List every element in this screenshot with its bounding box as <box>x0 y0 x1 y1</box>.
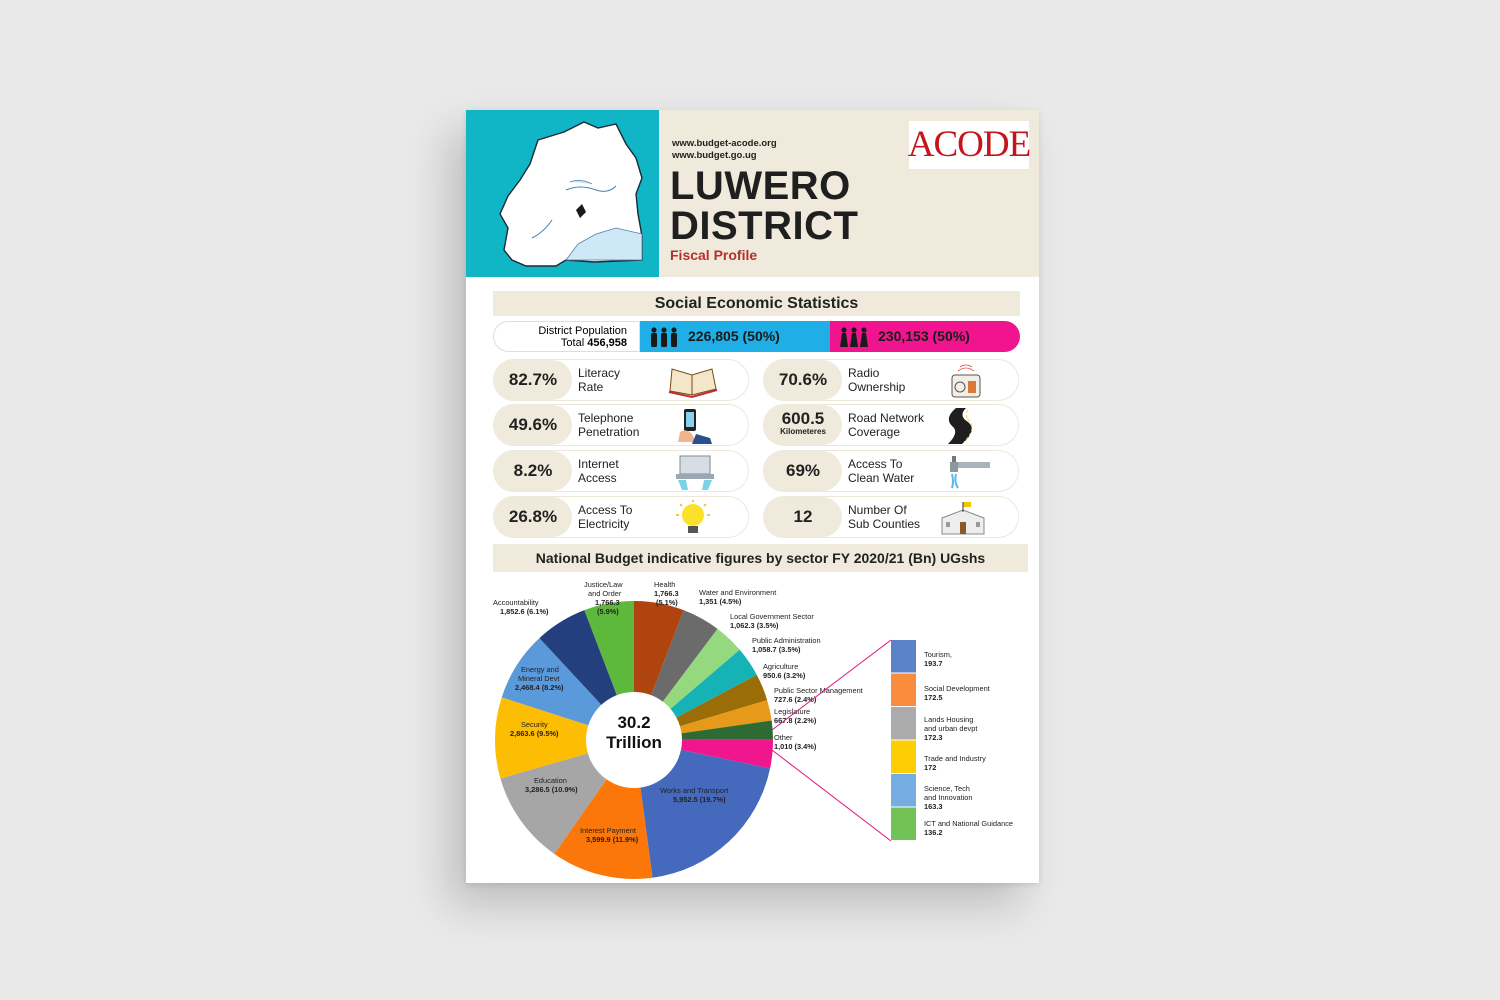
stat-telephone <box>493 404 749 446</box>
other-social-value: 172.5 <box>924 693 943 702</box>
label-justice-name-1: Justice/Law <box>584 580 623 589</box>
stat-value: 600.5 Kilometeres <box>764 405 842 445</box>
stat-value: 8.2% <box>494 451 572 491</box>
label-accountability-value: 1,852.6 (6.1%) <box>500 607 549 616</box>
header-title-panel <box>659 110 1039 277</box>
label-justice-name-2: and Order <box>588 589 622 598</box>
stat-value: 49.6% <box>494 405 572 445</box>
label-works-value: 5,952.5 (19.7%) <box>673 795 726 804</box>
stat-value: 82.7% <box>494 360 572 400</box>
label-justice-pct: (5.9%) <box>597 607 619 616</box>
stat-value: 26.8% <box>494 497 572 537</box>
label-energy-value: 2,468.4 (8.2%) <box>515 683 564 692</box>
center-label-value: 30.2 <box>617 713 651 732</box>
center-label-unit: Trillion <box>606 733 662 752</box>
title-line-2: DISTRICT <box>670 204 859 248</box>
other-tourism-value: 193.7 <box>924 659 943 668</box>
other-science-name-1: Science, Tech <box>924 784 970 793</box>
male-people-icon <box>650 327 678 347</box>
label-accountability-name: Accountability <box>493 598 539 607</box>
url-budget-gov[interactable]: www.budget.go.ug <box>672 150 757 161</box>
stat-label: Number Of Sub Counties <box>848 503 921 531</box>
acode-logo <box>909 121 1029 169</box>
logo-text: ACODE <box>907 124 1031 165</box>
population-male <box>640 321 830 352</box>
other-science-value: 163.3 <box>924 802 943 811</box>
page-title <box>670 166 858 246</box>
other-trade-name: Trade and Industry <box>924 754 986 763</box>
label-other-name: Other <box>774 733 793 742</box>
uganda-map-icon <box>466 110 659 277</box>
tap-icon <box>936 454 990 490</box>
stat-value: 70.6% <box>764 360 842 400</box>
label-education-name: Education <box>534 776 567 785</box>
website-links <box>672 138 777 162</box>
other-lands-name-2: and urban devpt <box>924 724 978 733</box>
stat-label: Road Network Coverage <box>848 411 925 439</box>
label-education-value: 3,286.5 (10.9%) <box>525 785 578 794</box>
label-justice-value: 1,766.3 <box>595 598 620 607</box>
stat-label: Internet Access <box>578 457 619 485</box>
label-health-name: Health <box>654 580 676 589</box>
other-tourism-name: Tourism, <box>924 650 952 659</box>
label-legislature-name: Legislature <box>774 707 811 716</box>
label-other-value: 1,010 (3.4%) <box>774 742 817 751</box>
other-ict-value: 136.2 <box>924 828 943 837</box>
population-label <box>493 321 640 352</box>
label-psm-value: 727.6 (2.4%) <box>774 695 817 704</box>
bulb-icon <box>666 500 720 536</box>
stat-label: Access To Electricity <box>578 503 633 531</box>
label-pubadmin-value: 1,058.7 (3.5%) <box>752 645 801 654</box>
population-row <box>493 321 1020 352</box>
population-total: Total 456,958 <box>560 337 627 349</box>
stat-value: 12 <box>764 497 842 537</box>
stat-subcounties <box>763 496 1019 538</box>
label-agriculture-value: 950.6 (3.2%) <box>763 671 806 680</box>
other-lands-name-1: Lands Housing <box>924 715 974 724</box>
label-interest-name: Interest Payment <box>580 826 636 835</box>
fiscal-profile-page <box>466 110 1039 883</box>
connector-line-bottom <box>772 750 891 841</box>
label-works-name: Works and Transport <box>660 786 729 795</box>
stat-label: Literacy Rate <box>578 366 621 394</box>
laptop-icon <box>666 454 720 490</box>
stat-label: Radio Ownership <box>848 366 906 394</box>
stat-electricity <box>493 496 749 538</box>
label-agriculture-name: Agriculture <box>763 662 799 671</box>
label-water-name: Water and Environment <box>699 588 777 597</box>
other-bar-segment-lands-housing-and-urban-devpt <box>891 707 916 740</box>
other-lands-value: 172.3 <box>924 733 943 742</box>
header-map-panel <box>466 110 659 277</box>
label-localgov-value: 1,062.3 (3.5%) <box>730 621 779 630</box>
stat-value: 69% <box>764 451 842 491</box>
label-energy-name-2: Mineral Devt <box>518 674 560 683</box>
socio-heading: Social Economic Statistics <box>493 291 1020 316</box>
other-bar-segment-social-development <box>891 674 916 707</box>
road-unit: Kilometeres <box>780 427 826 436</box>
label-legislature-value: 667.8 (2.2%) <box>774 716 817 725</box>
stat-literacy <box>493 359 749 401</box>
label-water-value: 1,351 (4.5%) <box>699 597 742 606</box>
other-bar-segment-science-tech-and-innovation <box>891 774 916 807</box>
population-female <box>830 321 1020 352</box>
other-breakdown-labels <box>924 650 1013 837</box>
other-social-name: Social Development <box>924 684 990 693</box>
label-psm-name: Public Sector Management <box>774 686 863 695</box>
stat-water <box>763 450 1019 492</box>
label-localgov-name: Local Government Sector <box>730 612 814 621</box>
stat-label: Telephone Penetration <box>578 411 640 439</box>
label-health-pct: (5.1%) <box>656 598 678 607</box>
other-trade-value: 172 <box>924 763 937 772</box>
other-bar-segment-tourism- <box>891 640 916 673</box>
book-icon <box>666 363 720 399</box>
female-people-icon <box>840 327 868 347</box>
stat-radio <box>763 359 1019 401</box>
road-icon <box>936 408 990 444</box>
other-breakdown-bar <box>891 640 916 840</box>
phone-icon <box>666 408 720 444</box>
budget-heading: National Budget indicative figures by sector FY 2020/21 (Bn) UGshs <box>493 544 1028 572</box>
population-male-value: 226,805 (50%) <box>688 328 780 344</box>
label-security-name: Security <box>521 720 548 729</box>
building-icon <box>936 500 990 536</box>
other-bar-segment-ict-and-national-guidance <box>891 808 916 841</box>
other-science-name-2: and Innovation <box>924 793 973 802</box>
label-pubadmin-name: Public Administration <box>752 636 821 645</box>
stat-road <box>763 404 1019 446</box>
url-budget-acode[interactable]: www.budget-acode.org <box>672 138 777 149</box>
other-ict-name: ICT and National Guidance <box>924 819 1014 828</box>
other-bar-segment-trade-and-industry <box>891 741 916 774</box>
stat-label: Access To Clean Water <box>848 457 915 485</box>
stat-internet <box>493 450 749 492</box>
radio-icon <box>936 363 990 399</box>
title-line-1: LUWERO <box>670 164 851 208</box>
label-health-value: 1,766.3 <box>654 589 679 598</box>
label-energy-name-1: Energy and <box>521 665 559 674</box>
label-interest-value: 3,599.9 (11.9%) <box>586 835 639 844</box>
population-female-value: 230,153 (50%) <box>878 328 970 344</box>
label-security-value: 2,863.6 (9.5%) <box>510 729 559 738</box>
page-subtitle: Fiscal Profile <box>670 247 758 263</box>
population-label-text: District Population <box>538 325 627 337</box>
